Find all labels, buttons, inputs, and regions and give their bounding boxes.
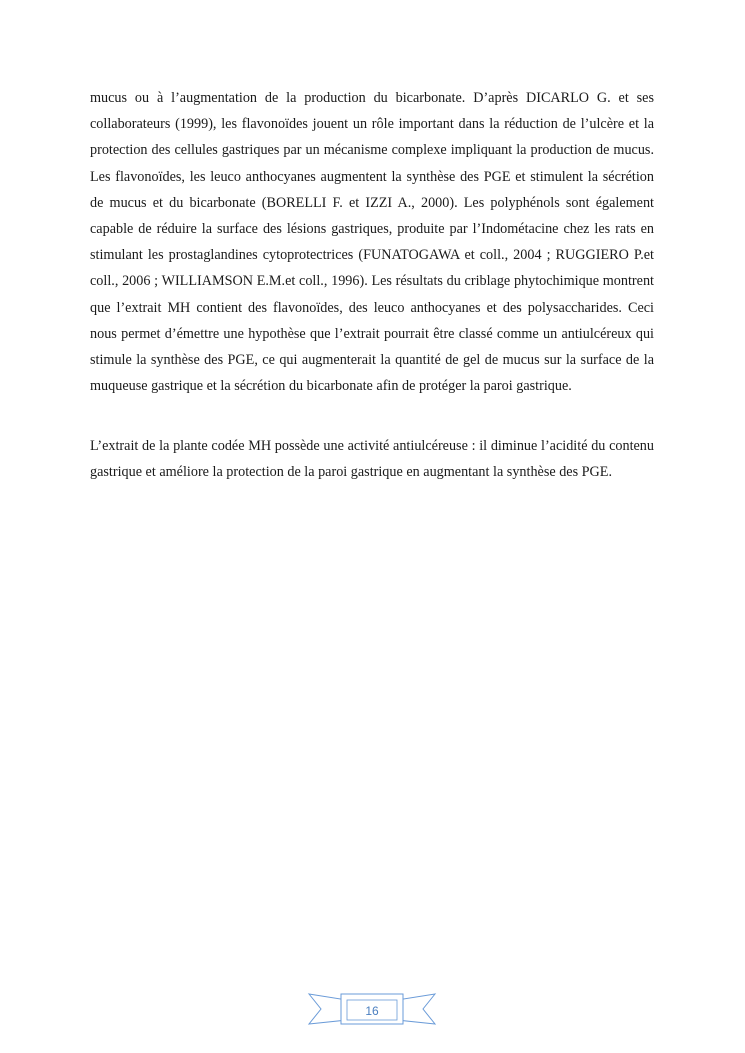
body-paragraph-1: mucus ou à l’augmentation de la production du bicarbonate. D’après DICARLO G. et ses collaborateurs (1999), les flavonoïdes jouent un rôle important dans la réduction de l’ulcère et la protection des cellules gastriques par un mécanisme complexe impliquant la production de mucus. Les flavonoïdes, les leuco anthocyanes augmentent la synthèse des PGE et stimulent la sécrétion de mucus et du bicarbonate (BORELLI F. et IZZI A., 2000). Les polyphénols sont également capable de réduire la surface des lésions gastriques, produite par l’Indométacine chez les rats en stimulant les prostaglandines cytoprotectrices (FUNATOGAWA et coll., 2004 ; RUGGIERO P.et coll., 2006 ; WILLIAMSON E.M.et coll., 1996). Les résultats du criblage phytochimique montrent que l’extrait MH contient des flavonoïdes, des leuco anthocyanes et des polysaccharides. Ceci nous permet d’émettre une hypothèse que l’extrait pourrait être classé comme un antiulcéreux qui stimule la synthèse des PGE, ce qui augmenterait la quantité de gel de mucus sur la surface de la muqueuse gastrique et la sécrétion du bicarbonate afin de protéger la paroi gastrique. <box>90 90 654 395</box>
page-footer <box>307 990 437 1028</box>
body-paragraph-2: L’extrait de la plante codée MH possède une activité antiulcéreuse : il diminue l’acidité du contenu gastrique et améliore la protection de la paroi gastrique en augmentant la synthèse des PGE. <box>90 438 654 481</box>
page-number: 16 <box>365 1004 379 1018</box>
